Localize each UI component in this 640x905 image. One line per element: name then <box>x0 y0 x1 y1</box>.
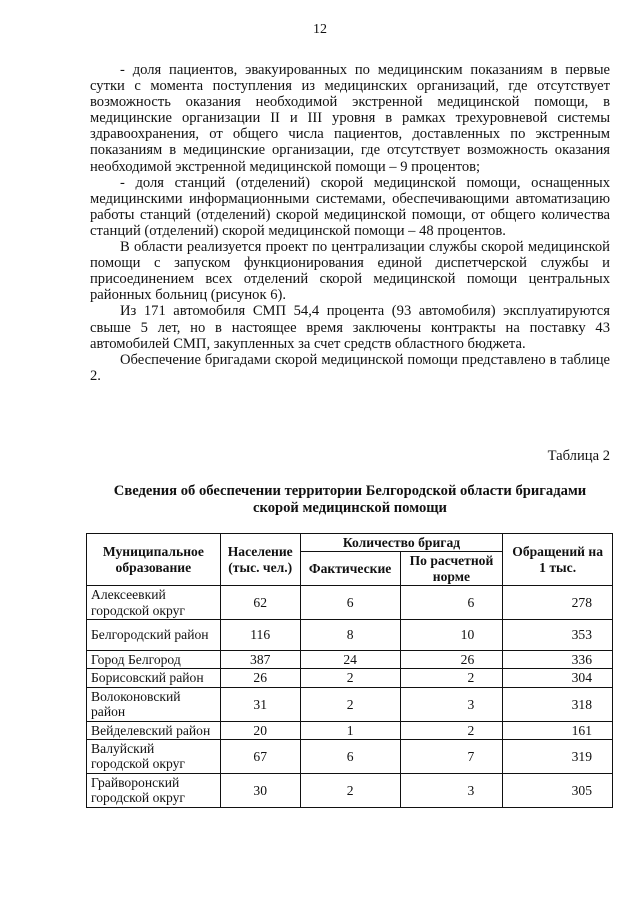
paragraph-vehicles: Из 171 автомобиля СМП 54,4 процента (93 автомобиля) эксплуатируются свыше 5 лет, но в настоящее время заключены контракты на поставку 43 автомобилей СМП, закупленных за счет средств областного бюджета. <box>90 303 610 352</box>
paragraph-centralization: В области реализуется проект по централизации службы скорой медицинской помощи с запуском функционирования единой диспетчерской службы и присоединением всех отделений скорой медицинской помощи центральных районных больниц (рисунок 6). <box>90 239 610 304</box>
table-row <box>87 773 613 807</box>
cell-name: Город Белгород <box>87 651 221 669</box>
cell-actual: 2 <box>300 687 400 721</box>
table-label: Таблица 2 <box>547 448 610 464</box>
table-row <box>87 740 613 774</box>
cell-calls: 305 <box>503 773 613 807</box>
cell-name: Волоконовский район <box>87 687 221 721</box>
cell-population: 387 <box>220 651 300 669</box>
cell-norm: 10 <box>400 620 503 651</box>
cell-actual: 8 <box>300 620 400 651</box>
cell-norm: 2 <box>400 669 503 687</box>
cell-calls: 304 <box>503 669 613 687</box>
table-row <box>87 620 613 651</box>
cell-norm: 2 <box>400 721 503 739</box>
header-population: Население (тыс. чел.) <box>220 534 300 586</box>
cell-actual: 2 <box>300 669 400 687</box>
cell-norm: 6 <box>400 586 503 620</box>
cell-actual: 2 <box>300 773 400 807</box>
table-row <box>87 687 613 721</box>
cell-population: 30 <box>220 773 300 807</box>
cell-calls: 278 <box>503 586 613 620</box>
cell-calls: 319 <box>503 740 613 774</box>
cell-population: 20 <box>220 721 300 739</box>
header-municipality: Муниципальное образование <box>87 534 221 586</box>
cell-calls: 336 <box>503 651 613 669</box>
cell-calls: 318 <box>503 687 613 721</box>
cell-actual: 6 <box>300 740 400 774</box>
cell-norm: 3 <box>400 773 503 807</box>
cell-population: 31 <box>220 687 300 721</box>
cell-name: Борисовский район <box>87 669 221 687</box>
cell-population: 26 <box>220 669 300 687</box>
cell-actual: 1 <box>300 721 400 739</box>
header-calls: Обращений на 1 тыс. <box>503 534 613 586</box>
cell-population: 116 <box>220 620 300 651</box>
cell-name: Валуйский городской округ <box>87 740 221 774</box>
table-row <box>87 586 613 620</box>
page-number: 12 <box>313 22 327 37</box>
table-row <box>87 669 613 687</box>
table-row <box>87 721 613 739</box>
paragraph-table-reference: Обеспечение бригадами скорой медицинской помощи представлено в таблице 2. <box>90 351 610 384</box>
cell-norm: 3 <box>400 687 503 721</box>
paragraph-stations-share: - доля станций (отделений) скорой медицинской помощи, оснащенных медицинскими информационными системами, обеспечивающими автоматизацию работы станций (отделений) скорой медицинской помощи, от общего количества станций (отделений) скорой медицинской помощи – 48 процентов. <box>90 174 610 239</box>
header-brigades: Количество бригад <box>300 534 503 552</box>
brigades-table <box>86 533 613 808</box>
cell-actual: 24 <box>300 651 400 669</box>
cell-calls: 353 <box>503 620 613 651</box>
table-row <box>87 651 613 669</box>
header-norm: По расчетной норме <box>400 552 503 586</box>
cell-population: 62 <box>220 586 300 620</box>
body-text <box>90 62 610 384</box>
cell-norm: 26 <box>400 651 503 669</box>
table-title: Сведения об обеспечении территории Белгородской области бригадами скорой медицинской помощи <box>113 483 587 516</box>
cell-norm: 7 <box>400 740 503 774</box>
cell-name: Белгородский район <box>87 620 221 651</box>
paragraph-evacuated-patients: - доля пациентов, эвакуированных по медицинским показаниям в первые сутки с момента поступления из медицинских организаций, где отсутствует возможность оказания необходимой экстренной медицинской помощи, в медицинские организации II и III уровня в рамках трехуровневой системы здравоохранения, от общего числа пациентов, доставленных по экстренным показаниям в медицинские организации, где отсутствует возможность оказания необходимой экстренной медицинской помощи – 9 процентов; <box>90 62 610 175</box>
header-actual: Фактические <box>300 552 400 586</box>
cell-name: Алексеевкий городской округ <box>87 586 221 620</box>
cell-calls: 161 <box>503 721 613 739</box>
cell-population: 67 <box>220 740 300 774</box>
cell-name: Вейделевский район <box>87 721 221 739</box>
cell-name: Грайворонский городской округ <box>87 773 221 807</box>
cell-actual: 6 <box>300 586 400 620</box>
